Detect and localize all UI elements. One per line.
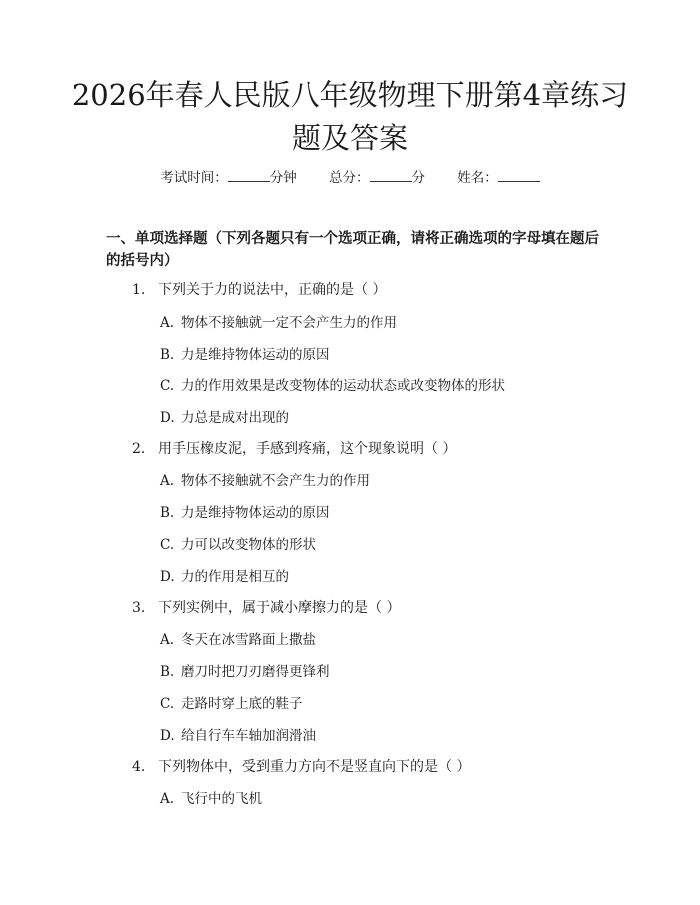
name-label: 姓名： <box>457 170 498 186</box>
exam-score <box>329 170 425 186</box>
option-2b <box>160 504 330 522</box>
score-unit: 分 <box>411 170 425 186</box>
time-label: 考试时间： <box>160 170 228 186</box>
time-blank <box>228 169 270 182</box>
title-line-2: 题及答案 <box>291 121 408 155</box>
option-4a <box>160 790 262 808</box>
name-blank <box>498 169 540 182</box>
option-text: 冬天在冰雪路面上撒盐 <box>181 632 316 648</box>
option-text: 力是维持物体运动的原因 <box>181 347 330 363</box>
option-3a <box>160 631 316 649</box>
section-heading: 一、单项选择题（下列各题只有一个选项正确，请将正确选项的字母填在题后的括号内） <box>106 230 599 269</box>
option-letter: D. <box>160 728 175 744</box>
option-1c <box>160 377 505 395</box>
option-letter: C. <box>160 378 175 394</box>
option-letter: D. <box>160 569 175 585</box>
option-3d <box>160 727 316 745</box>
student-name <box>457 170 540 186</box>
option-letter: A. <box>160 473 175 489</box>
page-title <box>0 74 700 160</box>
option-3c <box>160 695 303 713</box>
option-1d <box>160 409 289 427</box>
option-text: 力总是成对出现的 <box>181 410 289 426</box>
option-text: 力是维持物体运动的原因 <box>181 505 330 521</box>
option-letter: A. <box>160 632 175 648</box>
option-text: 力的作用效果是改变物体的运动状态或改变物体的形状 <box>181 378 505 394</box>
time-unit: 分钟 <box>269 170 297 186</box>
option-2c <box>160 536 316 554</box>
question-3 <box>132 599 400 617</box>
question-text: 用手压橡皮泥，手感到疼痛，这个现象说明（ ） <box>158 441 457 457</box>
question-number: 2. <box>132 441 146 457</box>
option-2d <box>160 568 289 586</box>
question-text: 下列关于力的说法中，正确的是（ ） <box>158 282 387 298</box>
option-text: 力可以改变物体的形状 <box>181 537 316 553</box>
question-2 <box>132 440 456 458</box>
option-text: 力的作用是相互的 <box>181 569 289 585</box>
option-letter: B. <box>160 505 175 521</box>
question-text: 下列实例中，属于减小摩擦力的是（ ） <box>158 600 401 616</box>
question-number: 3. <box>132 600 146 616</box>
option-1b <box>160 346 330 364</box>
option-letter: A. <box>160 791 175 807</box>
option-text: 走路时穿上底的鞋子 <box>181 696 303 712</box>
question-number: 1. <box>132 282 146 298</box>
option-letter: C. <box>160 537 175 553</box>
option-letter: C. <box>160 696 175 712</box>
option-text: 物体不接触就一定不会产生力的作用 <box>181 315 397 331</box>
title-line-1: 2026年春人民版八年级物理下册第4章练习 <box>71 78 629 112</box>
option-text: 物体不接触就不会产生力的作用 <box>181 473 370 489</box>
exam-meta <box>0 169 700 187</box>
score-blank <box>370 169 412 182</box>
option-text: 给自行车车轴加润滑油 <box>181 728 316 744</box>
option-2a <box>160 472 370 490</box>
option-3b <box>160 663 330 681</box>
question-text: 下列物体中，受到重力方向不是竖直向下的是（ ） <box>158 759 471 775</box>
option-1a <box>160 314 397 332</box>
option-letter: B. <box>160 347 175 363</box>
question-number: 4. <box>132 759 146 775</box>
option-letter: D. <box>160 410 175 426</box>
exam-time <box>160 170 297 186</box>
question-1 <box>132 281 386 299</box>
question-4 <box>132 758 470 776</box>
option-text: 磨刀时把刀刃磨得更锋利 <box>181 664 330 680</box>
score-label: 总分： <box>329 170 370 186</box>
option-letter: B. <box>160 664 175 680</box>
option-text: 飞行中的飞机 <box>181 791 262 807</box>
option-letter: A. <box>160 315 175 331</box>
